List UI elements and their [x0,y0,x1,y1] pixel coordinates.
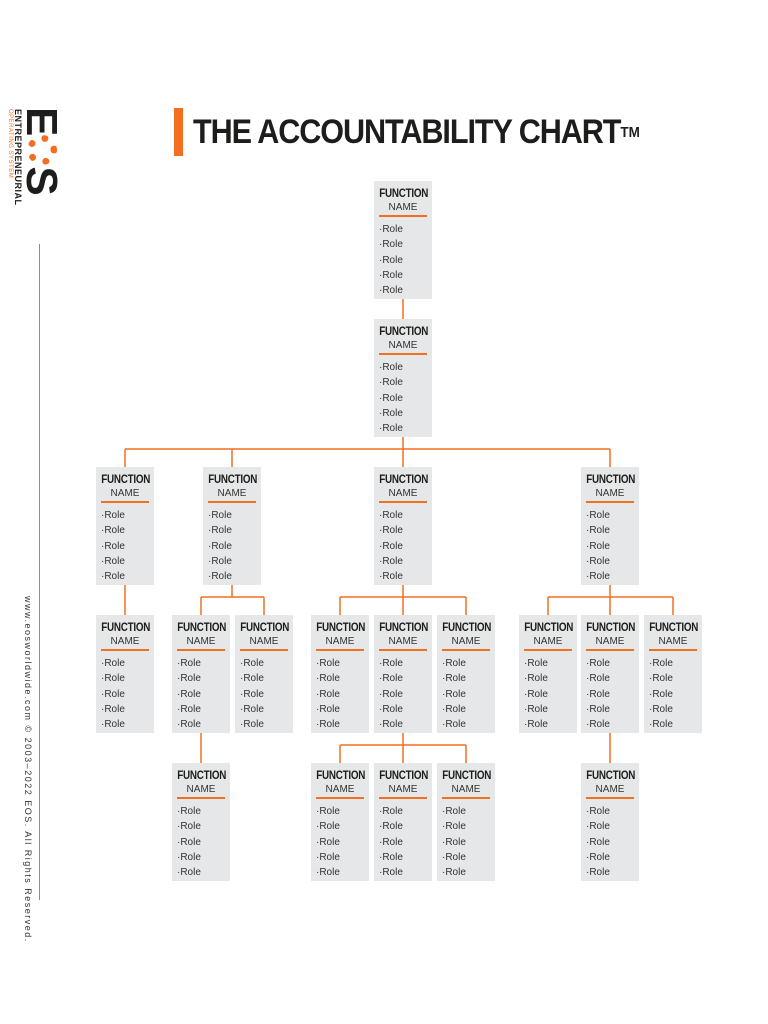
role-item: ·Role [442,836,466,848]
name-label: NAME [595,488,625,499]
role-list [177,804,201,880]
role-item: ·Role [208,571,232,583]
name-label: NAME [249,636,279,647]
role-list [379,222,403,298]
name-underline [442,797,490,799]
role-item: ·Role [177,719,201,731]
name-label: NAME [110,636,140,647]
function-label: FUNCTION [316,620,366,634]
function-box-3 [96,467,154,585]
trademark-mark: TM [620,124,640,141]
role-item: ·Role [208,525,232,537]
role-item: ·Role [379,673,403,685]
name-underline [101,649,149,651]
role-item: ·Role [101,510,125,521]
name-label: NAME [533,636,563,647]
function-box-19 [581,763,639,881]
role-item: ·Role [177,806,201,817]
function-box-13 [374,763,432,881]
function-label: FUNCTION [316,768,366,782]
role-item: ·Role [586,555,610,567]
name-underline [586,797,634,799]
role-item: ·Role [379,688,403,700]
function-label: FUNCTION [379,186,429,200]
name-underline [649,649,697,651]
role-list [316,804,340,880]
role-item: ·Role [316,703,340,715]
name-underline [586,649,634,651]
function-label: FUNCTION [586,768,636,782]
name-label: NAME [451,636,481,647]
role-item: ·Role [101,688,125,700]
role-item: ·Role [586,658,610,669]
function-label: FUNCTION [379,768,429,782]
role-list [442,656,466,732]
function-label: FUNCTION [101,620,151,634]
role-item: ·Role [442,688,466,700]
name-underline [316,649,364,651]
function-label: FUNCTION [177,620,227,634]
role-item: ·Role [379,285,403,297]
name-underline [586,501,634,503]
role-item: ·Role [177,703,201,715]
role-item: ·Role [524,688,548,700]
role-item: ·Role [101,540,125,552]
function-label: FUNCTION [379,620,429,634]
logo-tagline-1: ENTREPRENEURIAL [13,109,23,206]
role-item: ·Role [208,555,232,567]
role-list [586,804,610,880]
function-box-4 [96,615,154,733]
role-list [316,656,340,732]
function-label: FUNCTION [442,768,492,782]
role-item: ·Role [101,525,125,537]
role-item: ·Role [379,407,403,419]
role-item: ·Role [316,719,340,731]
role-item: ·Role [379,836,403,848]
role-item: ·Role [524,703,548,715]
role-list [379,508,403,584]
function-box-5 [203,467,261,585]
name-underline [379,215,427,217]
role-item: ·Role [379,806,403,817]
role-item: ·Role [101,673,125,685]
name-label: NAME [658,636,688,647]
logo-tagline-2: OPERATING SYSTEM [7,109,13,179]
function-box-15 [437,615,495,733]
function-box-14 [437,763,495,881]
role-item: ·Role [101,658,125,669]
role-item: ·Role [524,673,548,685]
role-item: ·Role [177,688,201,700]
name-underline [379,353,427,355]
role-item: ·Role [101,571,125,583]
role-list [649,656,673,732]
function-label: FUNCTION [649,620,699,634]
name-label: NAME [388,784,418,795]
role-item: ·Role [649,688,673,700]
name-underline [379,649,427,651]
role-item: ·Role [442,806,466,817]
role-list [101,656,125,732]
role-item: ·Role [177,867,201,879]
role-list [379,804,403,880]
role-item: ·Role [316,806,340,817]
role-item: ·Role [649,719,673,731]
role-list [177,656,201,732]
name-underline [101,501,149,503]
role-item: ·Role [177,851,201,863]
function-label: FUNCTION [240,620,290,634]
role-item: ·Role [442,851,466,863]
role-item: ·Role [586,867,610,879]
name-label: NAME [325,784,355,795]
role-item: ·Role [442,867,466,879]
role-item: ·Role [379,719,403,731]
name-label: NAME [388,488,418,499]
role-item: ·Role [586,836,610,848]
function-box-16 [581,467,639,585]
name-underline [177,797,225,799]
role-item: ·Role [316,673,340,685]
role-item: ·Role [586,821,610,833]
name-label: NAME [388,340,418,351]
role-item: ·Role [379,377,403,389]
role-item: ·Role [649,703,673,715]
function-label: FUNCTION [177,768,227,782]
name-underline [316,797,364,799]
role-item: ·Role [586,571,610,583]
role-item: ·Role [101,555,125,567]
function-label: FUNCTION [586,472,636,486]
role-item: ·Role [316,688,340,700]
name-underline [208,501,256,503]
role-item: ·Role [240,703,264,715]
copyright-footer: www.eosworldwide.com © 2003–2022 EOS. All Rights Reserved. [23,596,33,943]
role-item: ·Role [586,673,610,685]
role-item: ·Role [208,510,232,521]
name-underline [524,649,572,651]
role-item: ·Role [101,719,125,731]
role-list [379,656,403,732]
role-item: ·Role [379,392,403,404]
role-item: ·Role [442,703,466,715]
role-item: ·Role [379,510,403,521]
role-list [524,656,548,732]
name-label: NAME [110,488,140,499]
name-label: NAME [595,784,625,795]
role-item: ·Role [586,806,610,817]
function-box-1 [374,181,432,299]
role-item: ·Role [379,703,403,715]
role-item: ·Role [379,254,403,266]
function-box-11 [374,615,432,733]
name-underline [240,649,288,651]
function-label: FUNCTION [379,324,429,338]
role-item: ·Role [379,423,403,435]
role-list [101,508,125,584]
role-item: ·Role [586,688,610,700]
name-label: NAME [217,488,247,499]
function-box-12 [311,763,369,881]
role-item: ·Role [379,525,403,537]
role-item: ·Role [379,821,403,833]
role-item: ·Role [177,836,201,848]
role-item: ·Role [240,658,264,669]
name-label: NAME [595,636,625,647]
role-item: ·Role [379,571,403,583]
role-item: ·Role [240,719,264,731]
function-box-6 [172,615,230,733]
role-item: ·Role [586,851,610,863]
role-item: ·Role [379,851,403,863]
function-label: FUNCTION [208,472,258,486]
role-item: ·Role [379,224,403,235]
role-item: ·Role [101,703,125,715]
role-item: ·Role [586,510,610,521]
role-item: ·Role [240,673,264,685]
name-underline [177,649,225,651]
role-item: ·Role [177,673,201,685]
role-item: ·Role [379,269,403,281]
function-box-10 [311,615,369,733]
role-item: ·Role [240,688,264,700]
role-item: ·Role [316,821,340,833]
role-list [586,656,610,732]
role-item: ·Role [316,867,340,879]
function-label: FUNCTION [101,472,151,486]
name-label: NAME [325,636,355,647]
role-item: ·Role [379,362,403,373]
name-label: NAME [186,636,216,647]
function-box-17 [519,615,577,733]
role-list [586,508,610,584]
function-label: FUNCTION [379,472,429,486]
role-item: ·Role [379,658,403,669]
role-item: ·Role [524,719,548,731]
role-item: ·Role [442,673,466,685]
eos-logo-text: ES [17,107,66,194]
role-list [208,508,232,584]
role-item: ·Role [442,719,466,731]
role-item: ·Role [316,658,340,669]
name-label: NAME [451,784,481,795]
function-label: FUNCTION [524,620,574,634]
role-item: ·Role [208,540,232,552]
function-box-8 [235,615,293,733]
function-box-9 [374,467,432,585]
name-label: NAME [388,202,418,213]
name-label: NAME [388,636,418,647]
function-box-20 [644,615,702,733]
role-item: ·Role [316,851,340,863]
role-item: ·Role [442,658,466,669]
role-item: ·Role [586,719,610,731]
name-underline [379,501,427,503]
function-box-18 [581,615,639,733]
role-item: ·Role [177,821,201,833]
role-item: ·Role [379,867,403,879]
role-item: ·Role [442,821,466,833]
role-item: ·Role [649,673,673,685]
name-underline [442,649,490,651]
role-item: ·Role [316,836,340,848]
role-item: ·Role [177,658,201,669]
role-list [379,360,403,436]
page-title: THE ACCOUNTABILITY CHART™ [193,113,640,151]
role-item: ·Role [379,555,403,567]
role-item: ·Role [379,239,403,251]
role-item: ·Role [524,658,548,669]
function-label: FUNCTION [442,620,492,634]
name-label: NAME [186,784,216,795]
name-underline [379,797,427,799]
function-box-2 [374,319,432,437]
role-list [442,804,466,880]
role-item: ·Role [649,658,673,669]
role-list [240,656,264,732]
function-label: FUNCTION [586,620,636,634]
role-item: ·Role [586,525,610,537]
role-item: ·Role [586,540,610,552]
role-item: ·Role [379,540,403,552]
function-box-7 [172,763,230,881]
role-item: ·Role [586,703,610,715]
